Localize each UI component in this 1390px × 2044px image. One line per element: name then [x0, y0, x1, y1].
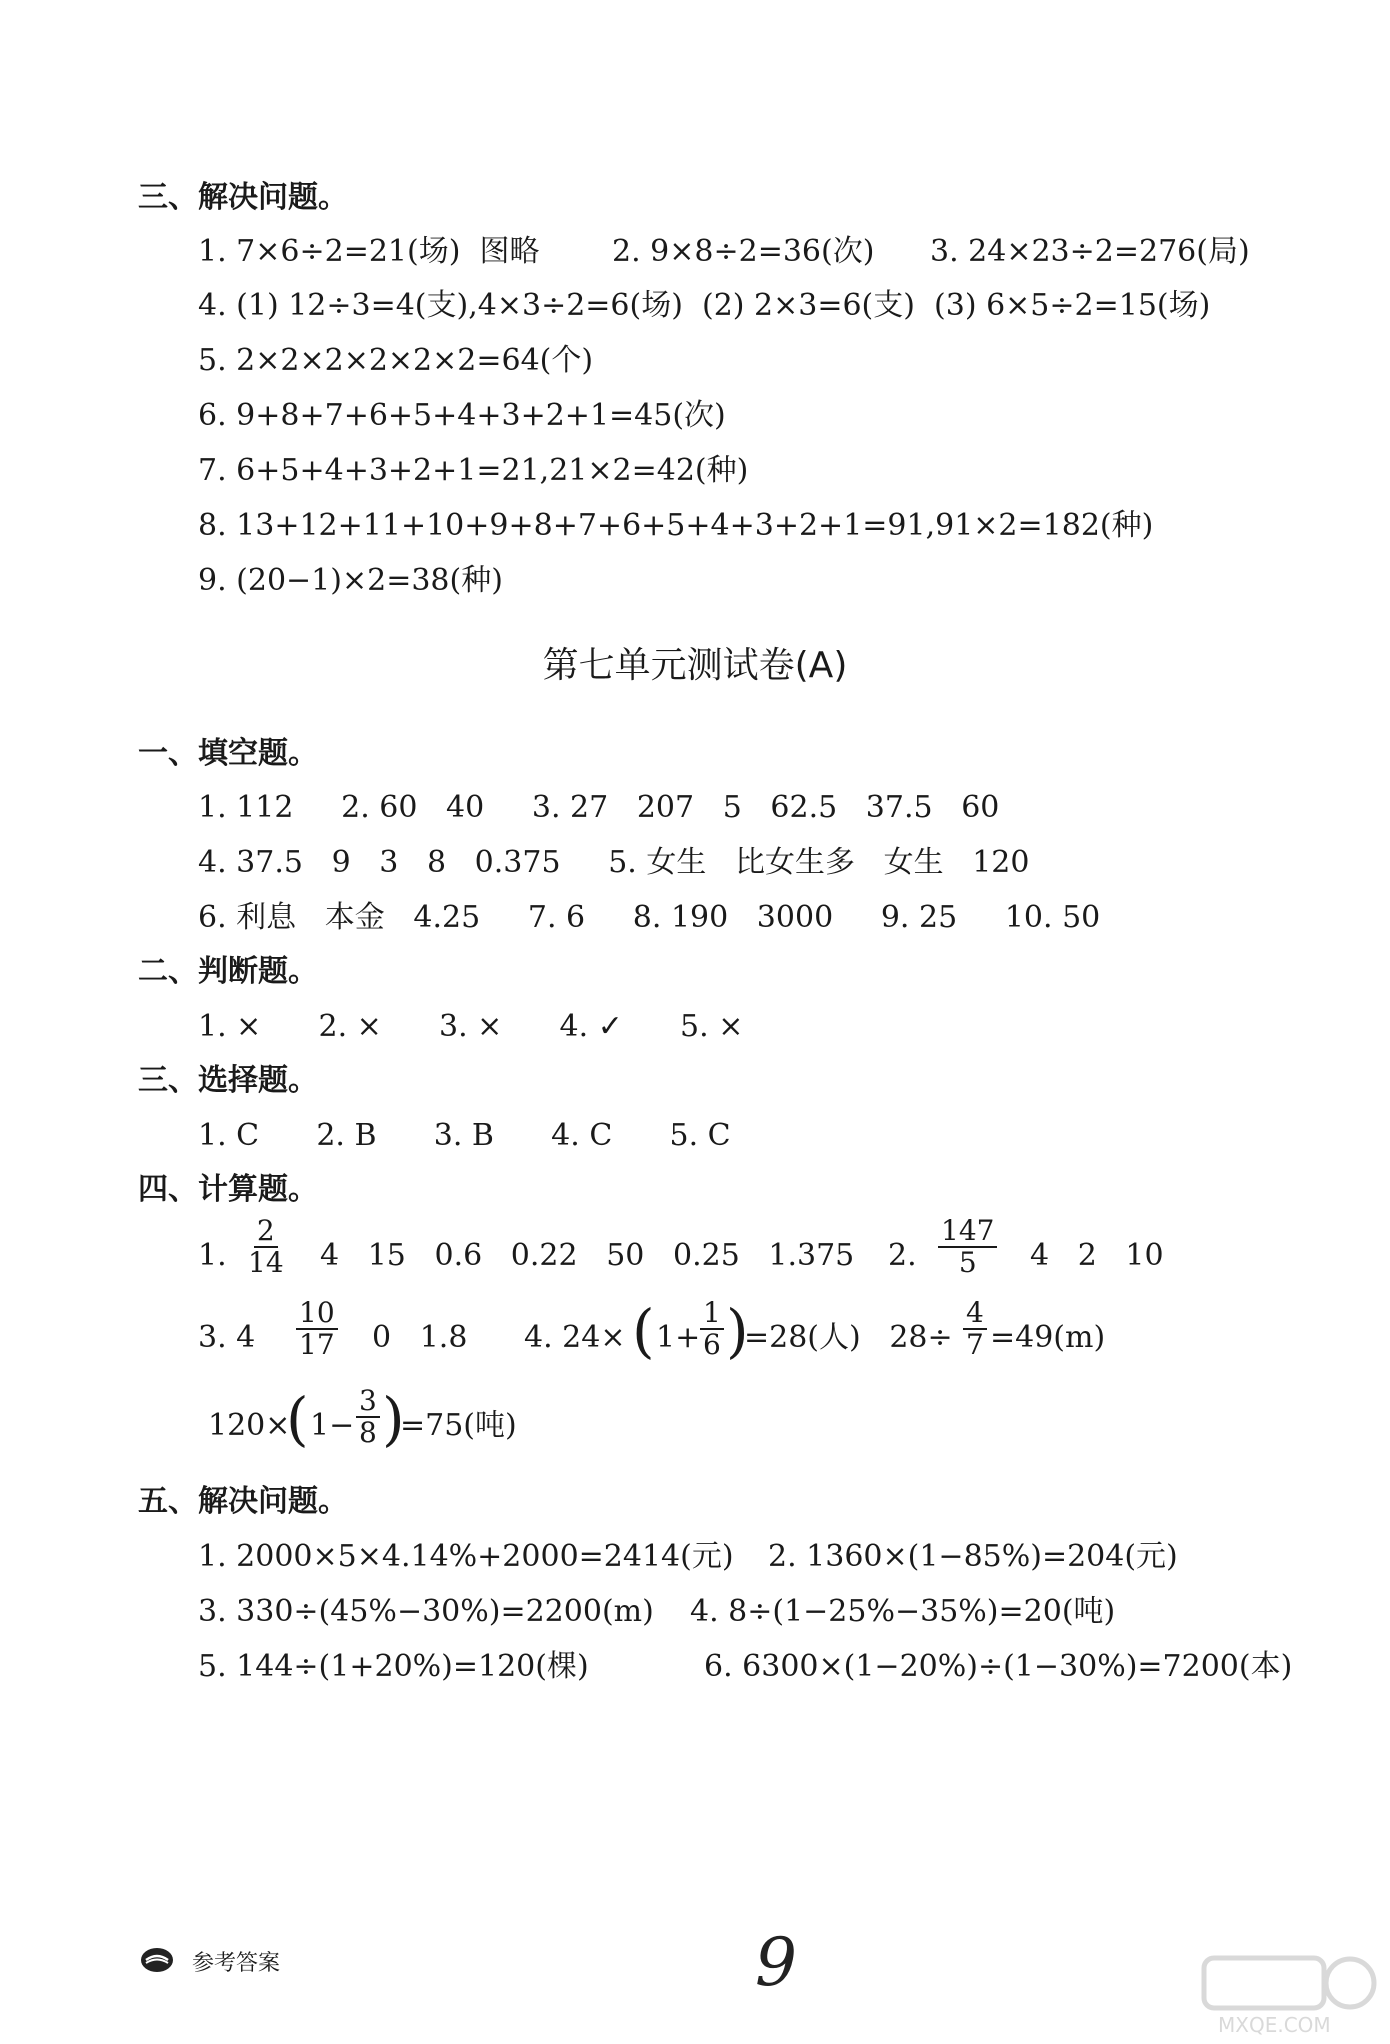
fraction [963, 1298, 987, 1360]
section-heading-fill-blanks: 一、填空题。 [138, 736, 318, 771]
answer-values: 4 2 10 [1030, 1238, 1164, 1273]
footer-label: 参考答案 [192, 1951, 281, 1976]
fraction-denominator: 5 [958, 1246, 977, 1279]
fraction [248, 1216, 284, 1278]
answer-line: 1. C 2. B 3. B 4. C 5. C [198, 1118, 731, 1153]
answer-line: 6. 利息 本金 4.25 7. 6 8. 190 3000 9. 25 10. 50 [198, 900, 1101, 935]
item-number: 2. [888, 1238, 917, 1273]
expression-part: =75(吨) [400, 1408, 517, 1443]
fraction-denominator: 7 [966, 1328, 984, 1361]
unit-test-title: 第七单元测试卷(A) [542, 645, 848, 686]
answer-item: 6. 6300×(1−20%)÷(1−30%)=7200(本) [704, 1649, 1293, 1684]
fraction-numerator: 2 [254, 1216, 278, 1248]
item-number: 4. 24× [524, 1320, 626, 1355]
calc-row-3 [0, 1384, 1390, 1466]
fraction-numerator: 4 [963, 1298, 987, 1330]
fraction [700, 1298, 724, 1360]
section-heading-multiple-choice: 三、选择题。 [138, 1063, 318, 1098]
answer-line: 6. 9+8+7+6+5+4+3+2+1=45(次) [198, 398, 726, 433]
fraction [938, 1216, 997, 1278]
expression-part: 1− [310, 1408, 355, 1443]
answer-line: 7. 6+5+4+3+2+1=21,21×2=42(种) [198, 453, 749, 488]
fraction-numerator: 1 [700, 1298, 724, 1330]
left-paren: ( [632, 1297, 655, 1365]
answer-item: 1. 7×6÷2=21(场) 图略 [198, 234, 540, 269]
right-paren: ) [726, 1297, 749, 1365]
watermark-logo [1200, 1950, 1380, 2040]
watermark-text: MXQE.COM [1218, 2013, 1331, 2037]
answer-line: 1. 112 2. 60 40 3. 27 207 5 62.5 37.5 60 [198, 790, 1000, 825]
answer-line: 8. 13+12+11+10+9+8+7+6+5+4+3+2+1=91,91×2=182(种) [198, 508, 1154, 543]
answer-item: 3. 330÷(45%−30%)=2200(m) [198, 1594, 654, 1629]
section-heading-calculation: 四、计算题。 [138, 1172, 318, 1207]
answer-item: 5. 144÷(1+20%)=120(棵) [198, 1649, 589, 1684]
fraction-numerator: 147 [938, 1216, 997, 1248]
item-number: 1. [198, 1238, 227, 1273]
calc-row-2 [0, 1296, 1390, 1378]
answer-line [0, 1647, 1293, 1767]
right-paren: ) [382, 1385, 405, 1453]
fraction-denominator: 14 [248, 1246, 284, 1279]
answer-line: 5. 2×2×2×2×2×2=64(个) [198, 343, 594, 378]
fraction-denominator: 8 [359, 1416, 377, 1449]
left-paren: ( [286, 1385, 309, 1453]
expression-part: =28(人) 28÷ [744, 1320, 953, 1355]
expression-part: 1+ [656, 1320, 701, 1355]
answer-item: 2. 1360×(1−85%)=204(元) [768, 1539, 1178, 1574]
answer-line: 4. (1) 12÷3=4(支),4×3÷2=6(场) (2) 2×3=6(支) (3) 6×5÷2=15(场) [198, 288, 1211, 323]
answer-line: 4. 37.5 9 3 8 0.375 5. 女生 比女生多 女生 120 [198, 845, 1030, 880]
answer-item: 1. 2000×5×4.14%+2000=2414(元) [198, 1539, 734, 1574]
handwritten-page-number: 9 [755, 1924, 797, 2001]
fraction-numerator: 3 [356, 1386, 380, 1418]
book-logo-icon [140, 1946, 174, 1974]
fraction [296, 1298, 338, 1360]
fraction-denominator: 17 [299, 1328, 335, 1361]
answer-values: 0 1.8 [372, 1320, 468, 1355]
calc-row-1 [0, 1214, 1390, 1296]
answer-line: 1. × 2. × 3. × 4. ✓ 5. × [198, 1009, 744, 1044]
expression-part: 120× [208, 1408, 291, 1443]
expression-part: =49(m) [990, 1320, 1106, 1355]
section-heading-solve-problems-prev: 三、解决问题。 [138, 180, 348, 215]
section-heading-solve-problems: 五、解决问题。 [138, 1484, 348, 1519]
item-number: 3. 4 [198, 1320, 256, 1355]
answer-item: 4. 8÷(1−25%−35%)=20(吨) [690, 1594, 1116, 1629]
fraction [356, 1386, 380, 1448]
section-heading-true-false: 二、判断题。 [138, 954, 318, 989]
answer-line: 9. (20−1)×2=38(种) [198, 563, 503, 598]
answer-item: 2. 9×8÷2=36(次) [612, 234, 875, 269]
fraction-numerator: 10 [296, 1298, 338, 1330]
answer-values: 4 15 0.6 0.22 50 0.25 1.375 [320, 1238, 855, 1273]
fraction-denominator: 6 [703, 1328, 721, 1361]
answer-item: 3. 24×23÷2=276(局) [930, 234, 1250, 269]
